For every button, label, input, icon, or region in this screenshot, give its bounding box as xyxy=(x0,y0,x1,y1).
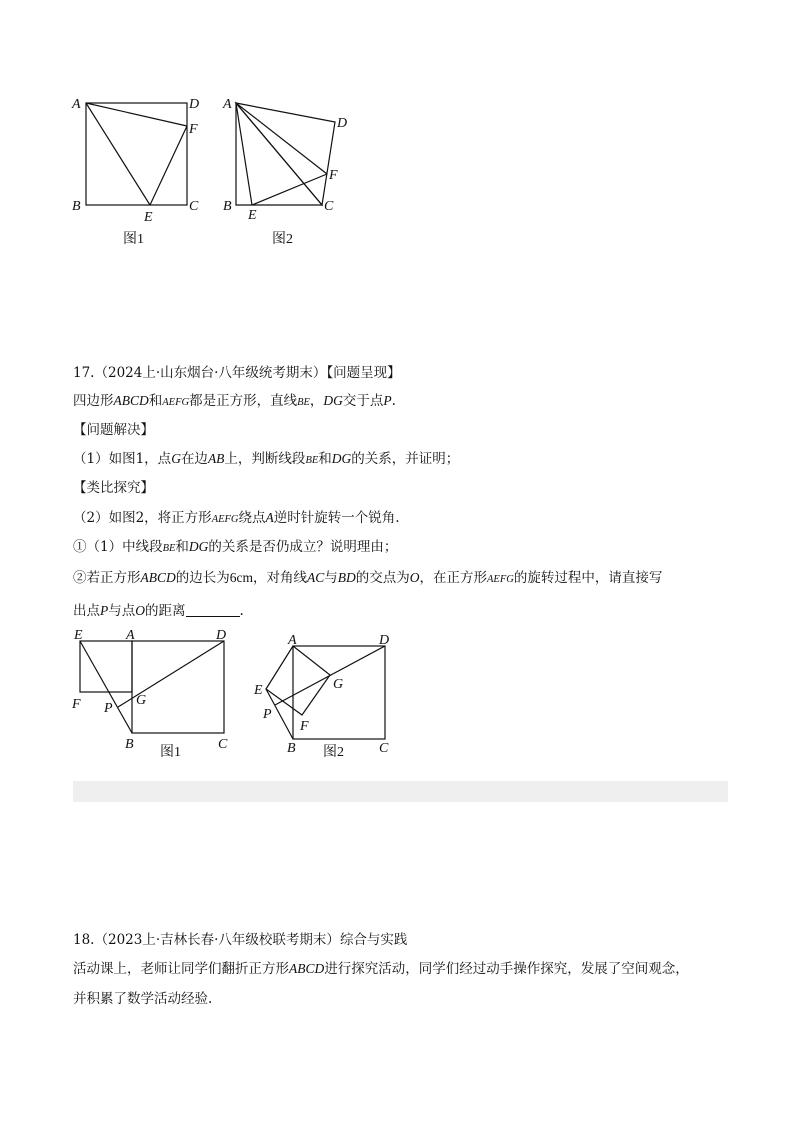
label-a: A xyxy=(223,97,232,112)
q17-fig2-shapes xyxy=(266,646,385,739)
label-d: D xyxy=(216,628,227,643)
q17-section-solve: 【问题解决】 xyxy=(73,422,154,438)
label-c: C xyxy=(189,199,199,214)
label-b: B xyxy=(72,199,81,214)
q17-fig1-caption: 图1 xyxy=(160,745,181,760)
q17-geometry-figure xyxy=(60,622,410,767)
top-fig2-shapes xyxy=(236,103,335,205)
segment-af xyxy=(86,103,187,126)
label-f: F xyxy=(300,719,309,734)
label-e: E xyxy=(74,628,83,643)
q18-line2: 并积累了数学活动经验. xyxy=(73,991,213,1007)
q17-section-analogy: 【类比探究】 xyxy=(73,480,154,496)
q17-fig1-shapes xyxy=(80,641,224,733)
q17-header xyxy=(73,363,401,383)
label-e: E xyxy=(248,208,257,223)
label-b: B xyxy=(125,737,134,752)
answer-blank[interactable] xyxy=(186,602,240,617)
label-g: G xyxy=(136,693,147,708)
q17-fig2-caption: 图2 xyxy=(323,745,344,760)
q17-subquestion-2-cont: 出点P与点O的距离 . xyxy=(73,603,244,619)
label-c: C xyxy=(379,741,389,756)
top-fig1-shapes xyxy=(86,103,187,205)
answer-area-bar xyxy=(73,781,728,802)
label-p: P xyxy=(104,701,113,716)
label-d: D xyxy=(379,633,390,648)
q18-source: （2023上·吉林长春·八年级校联考期末） xyxy=(94,932,340,948)
top-fig1-caption: 图1 xyxy=(123,232,144,247)
q17-subquestion-2: ②若正方形ABCD的边长为6cm，对角线AC与BD的交点为O，在正方形AEFG的旋转过程中，请直接写 xyxy=(73,570,663,586)
q18-title: 综合与实践 xyxy=(339,932,408,948)
segment-ef xyxy=(150,126,187,205)
label-b: B xyxy=(223,199,232,214)
label-c: C xyxy=(218,737,228,752)
line-dg xyxy=(275,646,385,705)
square-abcd-outline xyxy=(132,641,224,733)
triangle-adc xyxy=(236,103,335,205)
line-be xyxy=(80,641,132,733)
label-f: F xyxy=(72,697,81,712)
label-a: A xyxy=(126,628,135,643)
label-f: F xyxy=(329,168,338,183)
label-f: F xyxy=(189,122,198,137)
segment-ae xyxy=(86,103,150,205)
label-d: D xyxy=(337,116,348,131)
top-geometry-figure xyxy=(60,88,370,253)
q17-source: （2024上·山东烟台·八年级统考期末） xyxy=(94,365,327,381)
label-e: E xyxy=(144,210,153,225)
q17-section-present: 【问题呈现】 xyxy=(326,365,401,381)
label-d: D xyxy=(189,97,200,112)
q18-number: 18. xyxy=(73,932,95,948)
label-g: G xyxy=(333,677,344,692)
square-aefg-outline xyxy=(80,641,132,692)
q17-subquestion-1: ①（1）中线段BE和DG的关系是否仍成立？说明理由； xyxy=(73,539,398,555)
label-p: P xyxy=(263,707,272,722)
label-a: A xyxy=(72,97,81,112)
q17-part2: （2）如图2，将正方形AEFG绕点A逆时针旋转一个锐角. xyxy=(73,510,400,526)
line-dg xyxy=(118,641,224,707)
label-e: E xyxy=(254,683,263,698)
q18-line1: 活动课上，老师让同学们翻折正方形ABCD进行探究活动，同学们经过动手操作探究，发展了空间观念， xyxy=(73,961,689,977)
q17-part1: （1）如图1，点G在边AB上，判断线段BE和DG的关系，并证明； xyxy=(73,451,460,467)
q18-header xyxy=(73,930,407,950)
segment-ef xyxy=(252,174,327,205)
square-abcd-outline xyxy=(86,103,187,205)
segment-af xyxy=(236,103,327,174)
q17-statement: 四边形ABCD和AEFG都是正方形，直线BE，DG交于点P. xyxy=(73,393,396,409)
label-c: C xyxy=(324,199,334,214)
q17-number: 17. xyxy=(73,365,95,381)
top-fig2-caption: 图2 xyxy=(272,232,293,247)
label-a: A xyxy=(288,633,297,648)
label-b: B xyxy=(287,741,296,756)
